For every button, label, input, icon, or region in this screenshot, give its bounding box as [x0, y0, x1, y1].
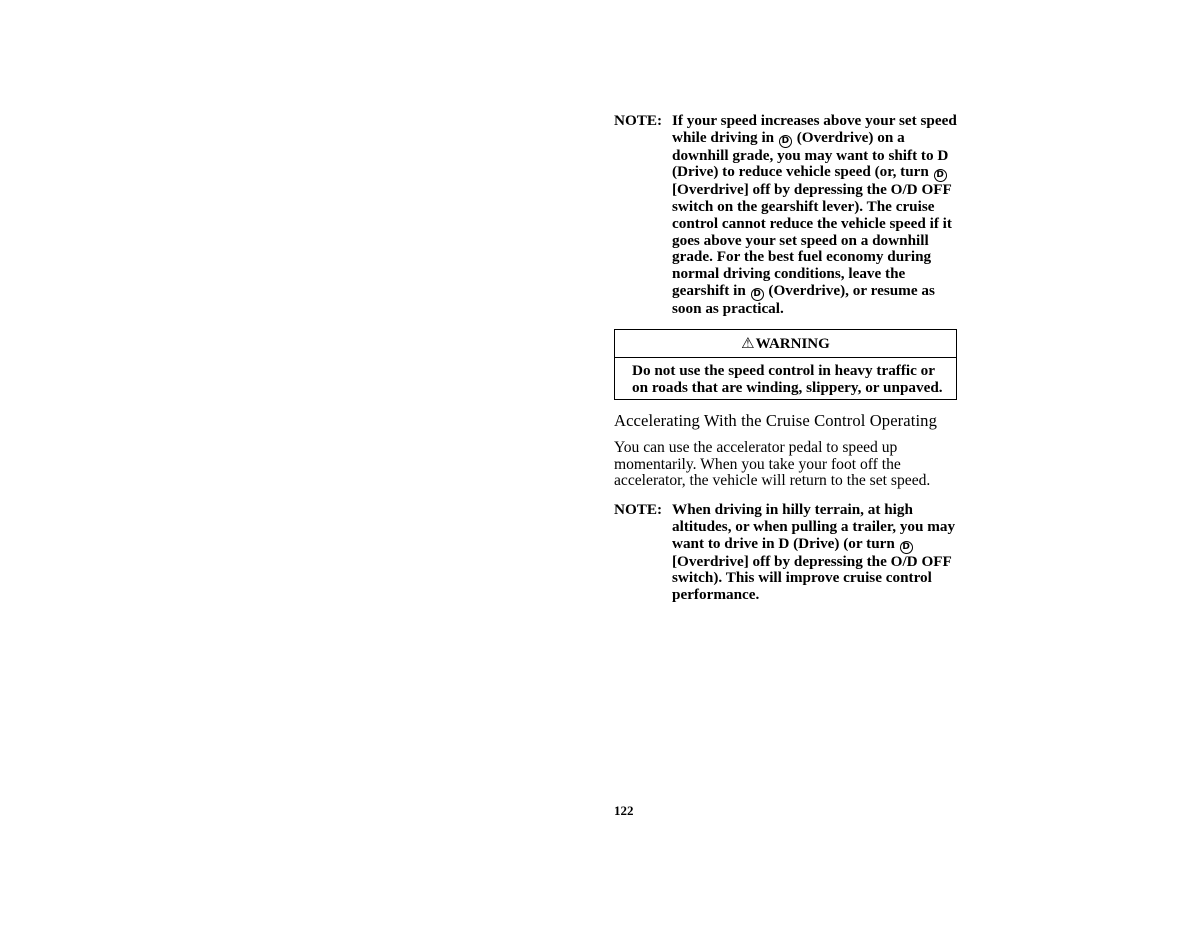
note-text: When driving in hilly terrain, at high altitudes, or when pulling a trailer, you may want to drive in D (Drive) (or turn — [672, 501, 956, 552]
note-body — [672, 113, 959, 317]
note-text: (Overdrive), or resume as soon as practical. — [672, 281, 935, 317]
overdrive-icon: D — [751, 288, 764, 301]
overdrive-icon: D — [900, 541, 913, 554]
section-heading: Accelerating With the Cruise Control Operating — [614, 410, 937, 430]
warning-triangle-icon: ⚠ — [741, 336, 755, 353]
manual-page — [614, 113, 959, 604]
note-hilly-terrain — [614, 502, 959, 604]
note-text: [Overdrive] off by depressing the O/D OFF switch on the gearshift lever). The cruise control cannot reduce the vehicle speed if it goes above your set speed on a downhill grade. For the best fuel economy during normal driving conditions, leave the gearshift in — [672, 181, 952, 299]
overdrive-icon: D — [779, 135, 792, 148]
warning-title: WARNING — [755, 336, 830, 353]
warning-header — [615, 330, 956, 358]
overdrive-icon: D — [934, 169, 947, 182]
note-overdrive-downhill — [614, 113, 959, 317]
warning-box — [614, 329, 957, 399]
note-text: If your speed increases above your set speed while driving in — [672, 112, 957, 146]
note-text: (Overdrive) on a downhill grade, you may want to shift to D (Drive) to reduce vehicle speed (or, turn — [672, 128, 949, 181]
note-label: NOTE: — [614, 501, 663, 519]
warning-text: Do not use the speed control in heavy traffic or on roads that are winding, slippery, or unpaved. — [632, 362, 943, 397]
note-body — [672, 502, 959, 604]
note-label: NOTE: — [614, 112, 663, 129]
page-number: 122 — [614, 803, 634, 818]
note-text: [Overdrive] off by depressing the O/D OFF switch). This will improve cruise control performance. — [672, 552, 952, 603]
section-paragraph: You can use the accelerator pedal to speed up momentarily. When you take your foot off the accelerator, the vehicle will return to the set speed. — [614, 439, 931, 490]
